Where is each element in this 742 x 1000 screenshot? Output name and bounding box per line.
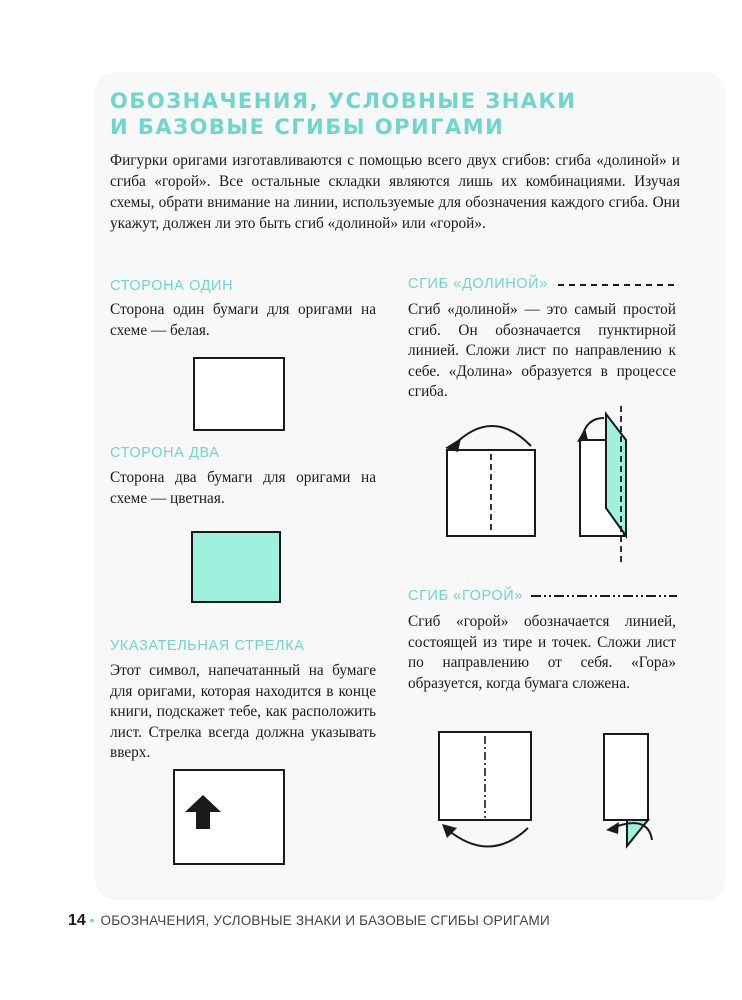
arrow-text: Этот символ, напечатанный на бумаге для оригами, которая находится в конце книги, подскажет тебе, как расположить лист. Стрелка всегда должна указывать вверх. [110, 662, 376, 761]
mountain-fold-line-sample [528, 591, 680, 601]
arrow-heading: УКАЗАТЕЛЬНАЯ СТРЕЛКА [110, 638, 305, 654]
page-footer [68, 912, 550, 930]
valley-fold-heading: СГИБ «ДОЛИНОЙ» [408, 276, 548, 292]
arrow-symbol-figure [170, 768, 288, 868]
valley-fold-step-1-figure [430, 404, 545, 544]
valley-fold-step-2-figure [566, 404, 646, 564]
page-title-line-2: И БАЗОВЫЕ СГИБЫ ОРИГАМИ [110, 115, 505, 139]
mountain-fold-heading: СГИБ «ГОРОЙ» [408, 588, 523, 604]
side-one-text: Сторона один бумаги для оригами на схеме — белая. [110, 301, 376, 339]
mountain-fold-step-1-figure [430, 728, 540, 853]
fold-arrow-icon [448, 828, 528, 847]
page-title [110, 88, 576, 140]
mountain-fold-step-2-figure [598, 728, 668, 853]
side-two-heading: СТОРОНА ДВА [110, 445, 220, 461]
intro-paragraph: Фигурки оригами изготавливаются с помощью всего двух сгибов: сгиба «долиной» и сгиба «горой». Все остальные складки являются лишь их комбинациями. Изучая схемы, обрати внимание на линии, используемые для обозначения каждого сгиба. Они укажут, должен ли это быть сгиб «долиной» или «горой». [110, 152, 680, 232]
paper-side-one-figure [190, 356, 290, 436]
page-title-line-1: ОБОЗНАЧЕНИЯ, УСЛОВНЫЕ ЗНАКИ [110, 89, 577, 113]
side-two-text: Сторона два бумаги для оригами на схеме — цветная. [110, 469, 376, 507]
page-number: 14 [68, 912, 86, 929]
fold-arrow-icon [453, 426, 531, 446]
mountain-fold-text: Сгиб «горой» обозначается линией, состоящей из тире и точек. Сложи лист по направлению от себя. «Гора» образуется, когда бумага сложена. [408, 613, 676, 692]
side-one-heading: СТОРОНА ОДИН [110, 278, 234, 294]
footer-bullet: • [89, 913, 95, 928]
paper-side-two-figure [188, 528, 288, 608]
valley-fold-line-sample [555, 280, 680, 290]
footer-running-title: ОБОЗНАЧЕНИЯ, УСЛОВНЫЕ ЗНАКИ И БАЗОВЫЕ СГИБЫ ОРИГАМИ [100, 913, 550, 928]
valley-fold-text: Сгиб «долиной» — это самый простой сгиб. Он обозначается пунктирной линией. Сложи лист по направлению к себе. «Долина» образуется в процессе сгиба. [408, 301, 676, 400]
